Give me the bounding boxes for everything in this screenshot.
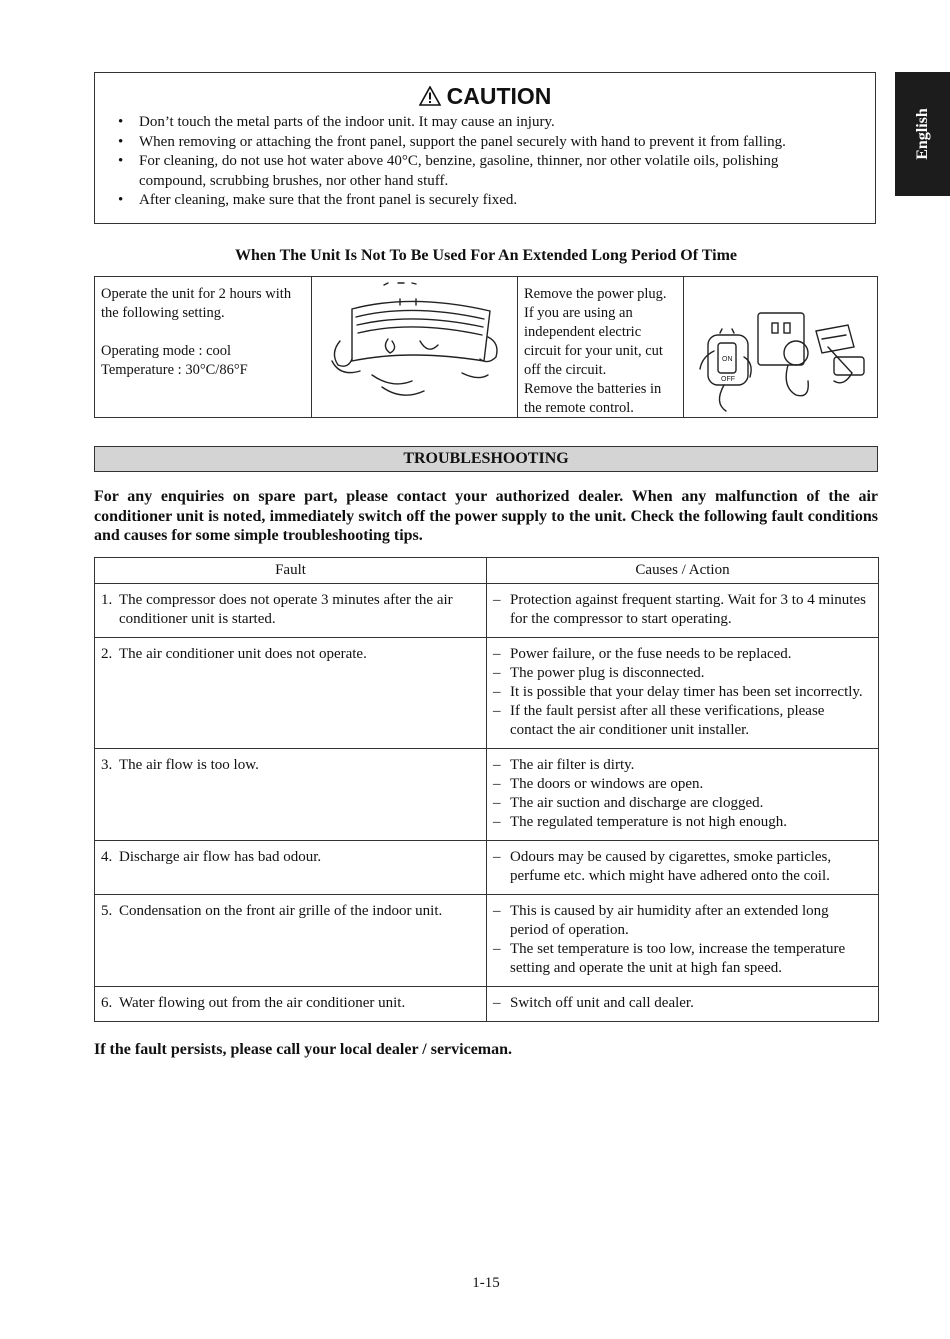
caution-item: • When removing or attaching the front panel, support the panel securely with hand to prevent it from falling. (139, 133, 875, 153)
switch-on-label: ON (722, 356, 733, 363)
power-instructions-cell (517, 277, 683, 417)
cause-item: – The air filter is dirty. (510, 756, 870, 775)
fault-cell (95, 584, 487, 638)
cause-item: – It is possible that your delay timer has been set incorrectly. (510, 683, 870, 702)
cause-item: – The air suction and discharge are clogged. (510, 794, 870, 813)
table-row (95, 895, 879, 987)
cause-item: – The doors or windows are open. (510, 775, 870, 794)
cause-item: – This is caused by air humidity after an extended long period of operation. (510, 902, 870, 940)
fault-number: 5. (101, 903, 113, 919)
caution-heading (95, 83, 875, 113)
temperature-setting: Temperature : 30°C/86°F (101, 362, 248, 378)
language-tab-label: English (913, 108, 931, 160)
fault-cell (95, 841, 487, 895)
caution-item: • Don’t touch the metal parts of the indoor unit. It may cause an injury. (139, 113, 875, 133)
power-instruction: If you are using an independent electric circuit for your unit, cut off the circuit. (524, 305, 663, 378)
cause-item: – If the fault persist after all these verifications, please contact the air conditioner unit installer. (510, 702, 870, 740)
storage-settings-cell (95, 277, 311, 417)
table-header-row (95, 558, 879, 584)
warning-triangle-icon (419, 86, 441, 106)
fault-number: 4. (101, 849, 113, 865)
fault-text: Discharge air flow has bad odour. (119, 849, 322, 865)
caution-item: • For cleaning, do not use hot water above 40°C, benzine, gasoline, thinner, nor other volatile oils, polishing compound, scrubbing brushes, nor other hand stuff. (139, 152, 875, 191)
cause-item: – Protection against frequent starting. Wait for 3 to 4 minutes for the compressor to start operating. (510, 591, 870, 629)
fault-cell (95, 749, 487, 841)
troubleshooting-title: TROUBLESHOOTING (94, 446, 878, 472)
causes-cell (487, 638, 879, 749)
fault-text: The air conditioner unit does not operate. (119, 646, 367, 662)
fault-number: 6. (101, 995, 113, 1011)
fault-text: The air flow is too low. (119, 757, 259, 773)
fault-number: 3. (101, 757, 113, 773)
causes-cell (487, 584, 879, 638)
causes-cell (487, 841, 879, 895)
power-switch-illustration (683, 277, 877, 417)
power-switch-icon (684, 277, 876, 417)
indoor-unit-illustration (311, 277, 517, 417)
cause-item: – The set temperature is too low, increase the temperature setting and operate the unit at high fan speed. (510, 940, 870, 978)
caution-item: • After cleaning, make sure that the front panel is securely fixed. (139, 191, 875, 211)
causes-cell (487, 987, 879, 1022)
caution-box (94, 72, 876, 224)
switch-off-label: OFF (721, 376, 735, 383)
page-number: 1-15 (472, 1275, 500, 1291)
fault-text: The compressor does not operate 3 minutes after the air conditioner unit is started. (119, 592, 453, 627)
cause-item: – The power plug is disconnected. (510, 664, 870, 683)
causes-cell (487, 749, 879, 841)
cause-item: – Odours may be caused by cigarettes, smoke particles, perfume etc. which might have adhered onto the coil. (510, 848, 870, 886)
table-row (95, 749, 879, 841)
table-row (95, 638, 879, 749)
storage-table (94, 276, 878, 418)
power-instruction: Remove the power plug. (524, 286, 667, 302)
fault-number: 2. (101, 646, 113, 662)
fault-cell (95, 895, 487, 987)
fault-number: 1. (101, 592, 113, 608)
fault-column-header: Fault (95, 558, 487, 584)
operating-mode: Operating mode : cool (101, 343, 232, 359)
fault-text: Water flowing out from the air conditioner unit. (119, 995, 406, 1011)
table-row (95, 584, 879, 638)
troubleshooting-table (94, 557, 879, 1022)
table-row (95, 841, 879, 895)
causes-cell (487, 895, 879, 987)
caution-title: CAUTION (446, 83, 552, 109)
indoor-unit-icon (312, 277, 517, 417)
fault-text: Condensation on the front air grille of the indoor unit. (119, 903, 443, 919)
causes-column-header: Causes / Action (487, 558, 879, 584)
troubleshooting-intro: For any enquiries on spare part, please contact your authorized dealer. When any malfunction of the air conditioner unit is noted, immediately switch off the power supply to the unit. Check the following fault conditions and causes for some simple troubleshooting tips. (94, 488, 878, 544)
storage-instruction: Operate the unit for 2 hours with the following setting. (101, 286, 292, 321)
table-row (95, 987, 879, 1022)
caution-list (95, 113, 875, 211)
cause-item: – Switch off unit and call dealer. (510, 994, 870, 1013)
cause-item: – Power failure, or the fuse needs to be replaced. (510, 645, 870, 664)
fault-cell (95, 638, 487, 749)
power-instruction: Remove the batteries in the remote control. (524, 381, 662, 416)
troubleshooting-footer: If the fault persists, please call your local dealer / serviceman. (94, 1041, 513, 1058)
storage-heading: When The Unit Is Not To Be Used For An Extended Long Period Of Time (235, 247, 737, 264)
fault-cell (95, 987, 487, 1022)
cause-item: – The regulated temperature is not high enough. (510, 813, 870, 832)
language-tab (895, 72, 950, 196)
